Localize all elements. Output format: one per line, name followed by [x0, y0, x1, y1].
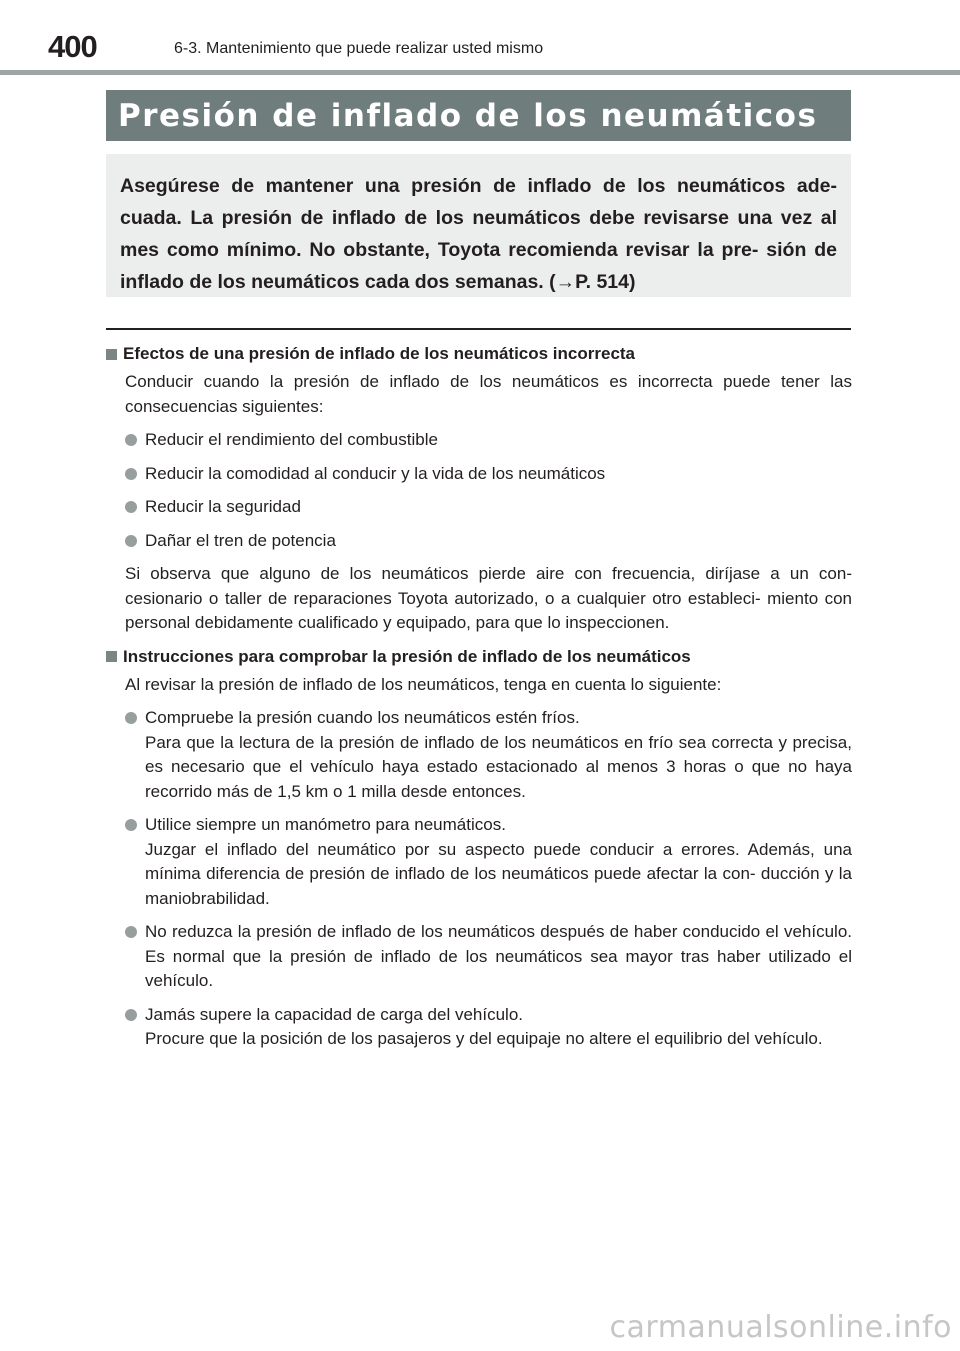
list-item-detail: Juzgar el inflado del neumático por su aspecto puede conducir a errores. Además, una mínima diferencia de presión de inflado de los neumáticos puede afectar la con- ducción y la maniobrabilidad.	[145, 839, 852, 908]
circle-bullet-icon	[125, 926, 137, 938]
list-item-text: Reducir la seguridad	[145, 497, 301, 516]
circle-bullet-icon	[125, 468, 137, 480]
main-content	[106, 342, 852, 1061]
list-item	[125, 1003, 852, 1052]
section-divider	[106, 328, 851, 330]
page-header	[0, 0, 960, 76]
circle-bullet-icon	[125, 501, 137, 513]
intro-box	[106, 154, 851, 297]
square-bullet-icon	[106, 651, 117, 662]
circle-bullet-icon	[125, 819, 137, 831]
list-item	[125, 706, 852, 804]
list-item-text: Reducir la comodidad al conducir y la vida de los neumáticos	[145, 463, 606, 483]
circle-bullet-icon	[125, 535, 137, 547]
page-number: 400	[48, 29, 97, 64]
watermark: carmanualsonline.info	[609, 1310, 952, 1345]
section-heading	[106, 342, 852, 366]
header-rule	[0, 70, 960, 75]
list-item-text: Reducir el rendimiento del combustible	[145, 430, 438, 449]
circle-bullet-icon	[125, 1009, 137, 1021]
list-item-text: Compruebe la presión cuando los neumáticos estén fríos.	[145, 708, 580, 727]
list-item	[125, 813, 852, 911]
page-title: Presión de inflado de los neumáticos	[118, 98, 818, 134]
circle-bullet-icon	[125, 712, 137, 724]
circle-bullet-icon	[125, 434, 137, 446]
list-item	[125, 529, 852, 554]
list-item	[125, 462, 852, 487]
list-item-text: Dañar el tren de potencia	[145, 530, 336, 550]
square-bullet-icon	[106, 349, 117, 360]
intro-text: Asegúrese de mantener una presión de inflado de los neumáticos ade- cuada. La presión de inflado de los neumáticos debe revisarse una vez al mes como mínimo. No obstante, Toyota recomienda revisar la pre- sión de inflado de los neumáticos cada dos semanas. (→P. 514)	[120, 175, 837, 293]
list-item-text: Jamás supere la capacidad de carga del vehículo.	[145, 1004, 524, 1024]
title-bar	[106, 90, 851, 141]
section-heading	[106, 645, 852, 669]
list-item	[125, 920, 852, 994]
list-item-text: No reduzca la presión de inflado de los neumáticos después de haber conducido el vehículo. Es normal que la presión de inflado de los neumáticos sea mayor tras haber utilizado el vehículo.	[145, 922, 852, 990]
section-intro: Al revisar la presión de inflado de los neumáticos, tenga en cuenta lo siguiente:	[125, 674, 722, 694]
list-item-detail: Para que la lectura de la presión de inflado de los neumáticos en frío sea correcta y precisa, es necesario que el vehículo haya estado estacionado al menos 3 horas o que no haya recorrido más de 1,5 km o 1 milla desde entonces.	[145, 732, 852, 801]
section-outro: Si observa que alguno de los neumáticos pierde aire con frecuencia, diríjase a un con- cesionario o taller de reparaciones Toyota autorizado, o a cualquier otro estableci- miento con personal debidamente cualificado y equipado, para que lo inspeccionen.	[125, 564, 852, 632]
section-intro: Conducir cuando la presión de inflado de los neumáticos es incorrecta puede tener las consecuencias siguientes:	[125, 372, 852, 416]
section-heading-text: Efectos de una presión de inflado de los neumáticos incorrecta	[123, 344, 636, 363]
list-item	[125, 428, 852, 453]
list-item-detail: Procure que la posición de los pasajeros y del equipaje no altere el equilibrio del vehículo.	[145, 1029, 823, 1048]
section-heading-text: Instrucciones para comprobar la presión de inflado de los neumáticos	[123, 646, 691, 666]
list-item	[125, 495, 852, 520]
list-item-text: Utilice siempre un manómetro para neumáticos.	[145, 815, 506, 834]
chapter-title: 6-3. Mantenimiento que puede realizar usted mismo	[174, 40, 544, 57]
